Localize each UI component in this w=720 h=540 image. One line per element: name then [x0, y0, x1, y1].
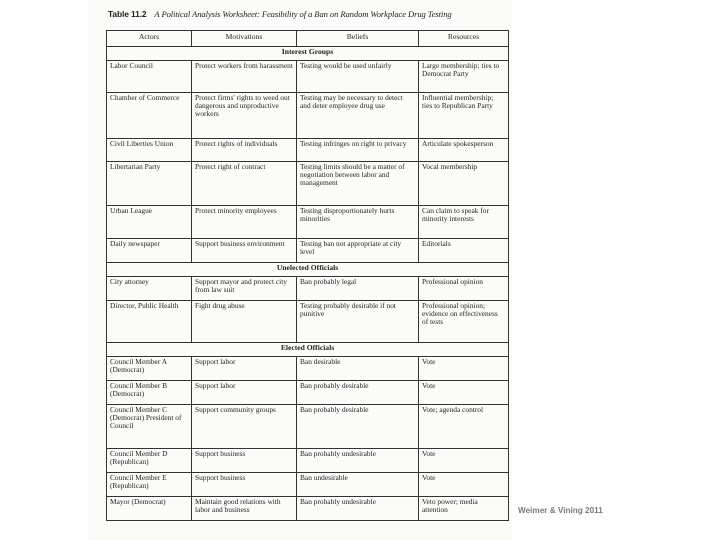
motivation-cell: Support mayor and protect city from law suit — [192, 277, 297, 301]
motivation-cell: Protect workers from harassment — [192, 61, 297, 93]
resource-cell: Large membership; ties to Democrat Party — [419, 61, 509, 93]
belief-cell: Ban probably undesirable — [297, 497, 419, 521]
actor-cell: Council Member E (Republican) — [107, 473, 192, 497]
table-row — [107, 61, 509, 93]
motivation-cell: Fight drug abuse — [192, 301, 297, 343]
actor-cell: Chamber of Commerce — [107, 93, 192, 139]
table-row — [107, 449, 509, 473]
actor-cell: Civil Liberties Union — [107, 139, 192, 162]
motivation-cell: Protect firms' rights to weed out dangerous and unproductive workers — [192, 93, 297, 139]
motivation-cell: Support business environment — [192, 239, 297, 263]
belief-cell: Ban undesirable — [297, 473, 419, 497]
actor-cell: Council Member A (Democrat) — [107, 357, 192, 381]
actor-cell: Urban League — [107, 206, 192, 239]
resource-cell: Can claim to speak for minority interests — [419, 206, 509, 239]
table-row — [107, 93, 509, 139]
actor-cell: Council Member C (Democrat) President of Council — [107, 405, 192, 449]
section-header-interest-groups: Interest Groups — [107, 47, 509, 61]
table-row — [107, 206, 509, 239]
worksheet-table — [106, 30, 509, 521]
motivation-cell: Support labor — [192, 381, 297, 405]
header-motivations: Motivations — [192, 31, 297, 47]
resource-cell: Professional opinion — [419, 277, 509, 301]
motivation-cell: Protect right of contract — [192, 162, 297, 206]
table-row — [107, 139, 509, 162]
actor-cell: City attorney — [107, 277, 192, 301]
header-beliefs: Beliefs — [297, 31, 419, 47]
table-row — [107, 277, 509, 301]
table-row — [107, 239, 509, 263]
source-credit: Weimer & Vining 2011 — [518, 506, 603, 515]
resource-cell: Professional opinion; evidence on effectiveness of tests — [419, 301, 509, 343]
belief-cell: Testing may be necessary to detect and deter employee drug use — [297, 93, 419, 139]
actor-cell: Daily newspaper — [107, 239, 192, 263]
table-title: A Political Analysis Worksheet: Feasibility of a Ban on Random Workplace Drug Testing — [154, 9, 452, 19]
belief-cell: Ban probably desirable — [297, 405, 419, 449]
belief-cell: Testing limits should be a matter of negotiation between labor and management — [297, 162, 419, 206]
table-caption — [108, 9, 508, 19]
belief-cell: Testing infringes on right to privacy — [297, 139, 419, 162]
motivation-cell: Protect rights of individuals — [192, 139, 297, 162]
resource-cell: Vote — [419, 449, 509, 473]
belief-cell: Testing probably desirable if not punitive — [297, 301, 419, 343]
belief-cell: Testing would be used unfairly — [297, 61, 419, 93]
belief-cell: Ban desirable — [297, 357, 419, 381]
resource-cell: Vote — [419, 473, 509, 497]
belief-cell: Testing ban not appropriate at city level — [297, 239, 419, 263]
resource-cell: Articulate spokesperson — [419, 139, 509, 162]
resource-cell: Vocal membership — [419, 162, 509, 206]
motivation-cell: Support business — [192, 449, 297, 473]
resource-cell: Veto power; media attention — [419, 497, 509, 521]
header-actors: Actors — [107, 31, 192, 47]
motivation-cell: Support labor — [192, 357, 297, 381]
table-row — [107, 357, 509, 381]
motivation-cell: Protect minority employees — [192, 206, 297, 239]
actor-cell: Labor Council — [107, 61, 192, 93]
table-row — [107, 497, 509, 521]
header-row — [107, 31, 509, 47]
worksheet-table-wrapper — [106, 30, 508, 521]
resource-cell: Vote — [419, 381, 509, 405]
actor-cell: Council Member B (Democrat) — [107, 381, 192, 405]
actor-cell: Council Member D (Republican) — [107, 449, 192, 473]
section-header-unelected-officials: Unelected Officials — [107, 263, 509, 277]
resource-cell: Editorials — [419, 239, 509, 263]
table-number: Table 11.2 — [108, 9, 147, 19]
belief-cell: Testing disproportionately hurts minorities — [297, 206, 419, 239]
motivation-cell: Support community groups — [192, 405, 297, 449]
motivation-cell: Maintain good relations with labor and business — [192, 497, 297, 521]
table-row — [107, 381, 509, 405]
resource-cell: Influential membership; ties to Republican Party — [419, 93, 509, 139]
resource-cell: Vote — [419, 357, 509, 381]
motivation-cell: Support business — [192, 473, 297, 497]
section-header-elected-officials: Elected Officials — [107, 343, 509, 357]
table-row — [107, 405, 509, 449]
belief-cell: Ban probably undesirable — [297, 449, 419, 473]
belief-cell: Ban probably legal — [297, 277, 419, 301]
table-row — [107, 301, 509, 343]
header-resources: Resources — [419, 31, 509, 47]
table-row — [107, 162, 509, 206]
actor-cell: Libertarian Party — [107, 162, 192, 206]
resource-cell: Vote; agenda control — [419, 405, 509, 449]
actor-cell: Director, Public Health — [107, 301, 192, 343]
belief-cell: Ban probably desirable — [297, 381, 419, 405]
table-row — [107, 473, 509, 497]
actor-cell: Mayor (Democrat) — [107, 497, 192, 521]
